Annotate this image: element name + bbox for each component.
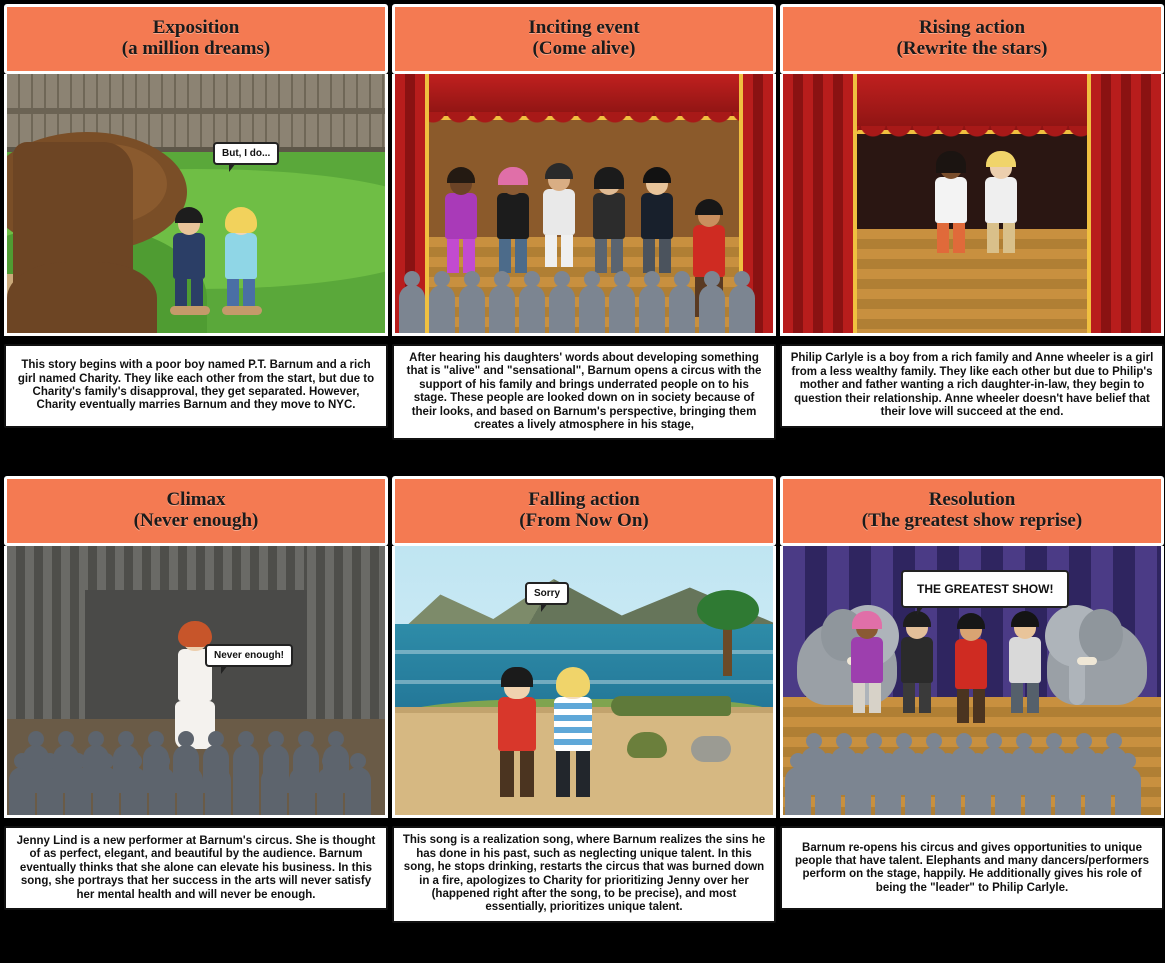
storyboard-row-2 <box>0 472 1165 922</box>
panel-climax[interactable] <box>4 476 388 922</box>
character-barnum <box>491 671 543 787</box>
tree <box>693 586 763 676</box>
panel-scene-exposition[interactable] <box>4 74 388 336</box>
curtain-top <box>395 74 773 120</box>
panel-title-line2: (a million dreams) <box>121 38 271 59</box>
turtle <box>627 732 667 758</box>
panel-inciting-event[interactable] <box>392 4 776 440</box>
panel-title-line2: (Come alive) <box>532 38 636 59</box>
character-boy-barnum <box>167 211 211 315</box>
character-jenny-lind <box>167 625 223 737</box>
panel-title-line1: Resolution <box>928 489 1016 511</box>
panel-caption-inciting-event: After hearing his daughters' words about developing something that is "alive" and "sensational", Barnum opens a circus with the support of his family and brings underrated people on to his stage. These people are looked down on in society because of their looks, and based on Barnum's perspective, bringing them creates a lively atmosphere in his stage, <box>392 344 776 440</box>
legs <box>174 279 204 315</box>
panel-caption-resolution: Barnum re-opens his circus and gives opportunities to unique people that have talent. Elephants and many dancers/performers perform on the stage, happily. He additionally gives his role of being the "leader" to Philip Carlyle. <box>780 826 1164 910</box>
storyboard-row-1 <box>0 0 1165 440</box>
panel-title-inciting-event <box>392 4 776 74</box>
panel-title-line1: Falling action <box>528 489 640 511</box>
character-charity <box>547 671 599 787</box>
rock <box>691 736 731 762</box>
panel-title-line1: Rising action <box>918 17 1026 38</box>
panel-falling-action[interactable] <box>392 476 776 922</box>
caption-part-3: . <box>312 888 316 901</box>
panel-scene-climax[interactable] <box>4 546 388 818</box>
performer-2 <box>491 171 535 275</box>
panel-title-exposition <box>4 4 388 74</box>
character-philip-carlyle <box>979 155 1023 259</box>
caption-emphasis: never be enough <box>220 888 313 901</box>
speech-bubble-resolution: THE GREATEST SHOW! <box>901 570 1069 608</box>
crocodile <box>611 696 731 716</box>
panel-caption-exposition: This story begins with a poor boy named P.T. Barnum and a rich girl named Charity. They like each other from the start, but due to Charity's family's disapproval, they get separated. However, Charity eventually marries Barnum and they move to NYC. <box>4 344 388 428</box>
performer-2 <box>895 615 939 719</box>
audience-crowd <box>395 267 773 333</box>
panel-scene-resolution[interactable] <box>780 546 1164 818</box>
performer-barnum <box>949 617 993 725</box>
panel-title-rising-action <box>780 4 1164 74</box>
speech-bubble-exposition: But, I do... <box>213 142 279 165</box>
performer-1 <box>439 171 483 275</box>
panel-title-line2: (From Now On) <box>519 510 649 532</box>
panel-title-line2: (Never enough) <box>133 510 259 532</box>
panel-caption-falling-action: This song is a realization song, where Barnum realizes the sins he has done in his past, such as neglecting unique talent. In this song, he stops drinking, restarts the circus that was burned down in a fire, apologizes to Charity for prioritizing Jenny over her (happened right after the song, to be precise), and most essentially, prioritizes unique talent. <box>392 826 776 922</box>
performer-3 <box>1003 615 1047 719</box>
curtain-right <box>1087 74 1161 333</box>
speech-bubble-climax: Never enough! <box>205 644 293 667</box>
panel-rising-action[interactable] <box>780 4 1164 440</box>
panel-title-line2: (Rewrite the stars) <box>896 38 1048 59</box>
panel-scene-inciting-event[interactable] <box>392 74 776 336</box>
elephant-right <box>1037 599 1157 719</box>
panel-scene-falling-action[interactable] <box>392 546 776 818</box>
panel-caption-rising-action: Philip Carlyle is a boy from a rich family and Anne wheeler is a girl from a less wealthy family. They like each other but due to Philip's mother and father wanting a rich daughter-in-law, they begin to question their relationship. Anne wheeler doesn't have belief that their love will succeed at the end. <box>780 344 1164 428</box>
speech-bubble-falling-action: Sorry <box>525 582 569 605</box>
performer-3 <box>537 167 581 271</box>
curtain-left <box>783 74 857 333</box>
audience-crowd <box>783 743 1161 815</box>
character-girl-charity <box>219 211 263 315</box>
performer-1 <box>845 615 889 719</box>
legs <box>226 279 256 315</box>
performer-5 <box>635 171 679 275</box>
panel-title-line1: Inciting event <box>528 17 640 38</box>
character-anne-wheeler <box>929 155 973 259</box>
panel-title-falling-action <box>392 476 776 546</box>
panel-title-resolution <box>780 476 1164 546</box>
caption-part-1: Jenny Lind is a new performer at Barnum's circus. She is thought of as perfect, elegant, and beautiful by the audience. Barnum eventually thinks that she alone can elevate his business. In this song, she portrays that her success in the arts will never satisfy her mental health and will <box>16 834 376 901</box>
audience-crowd <box>7 729 385 815</box>
tree-trunk <box>13 142 133 336</box>
panel-scene-rising-action[interactable] <box>780 74 1164 336</box>
panel-caption-climax <box>4 826 388 910</box>
performer-4 <box>587 171 631 275</box>
panel-resolution[interactable] <box>780 476 1164 922</box>
panel-title-line2: (The greatest show reprise) <box>861 510 1083 532</box>
panel-title-line1: Exposition <box>152 17 240 38</box>
panel-title-climax <box>4 476 388 546</box>
panel-title-line1: Climax <box>166 489 226 511</box>
panel-exposition[interactable] <box>4 4 388 440</box>
